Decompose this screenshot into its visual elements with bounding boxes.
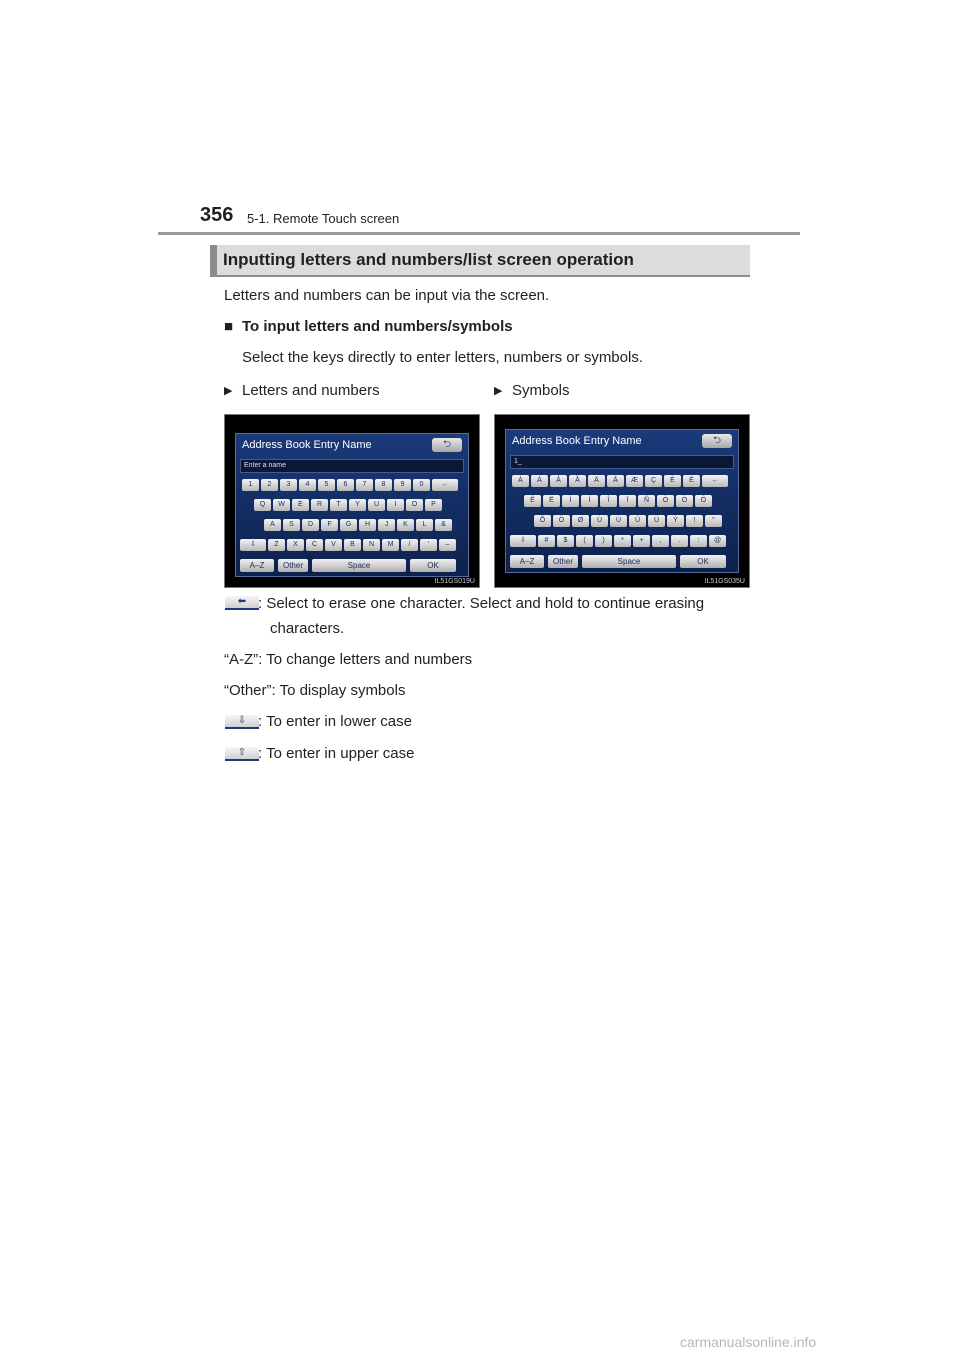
key-left-r2-c0[interactable]: A (264, 519, 281, 531)
az-description: “A-Z”: To change letters and numbers (224, 651, 473, 668)
key-left-r0-c4[interactable]: 5 (318, 479, 335, 491)
key-left-r1-c7[interactable]: I (387, 499, 404, 511)
key-right-r2-c9[interactable]: " (705, 515, 722, 527)
key-left-r2-c4[interactable]: G (340, 519, 357, 531)
key-right-r0-c0[interactable]: À (512, 475, 529, 487)
key-right-r3-c3[interactable]: ( (576, 535, 593, 547)
key-right-r0-c8[interactable]: È (664, 475, 681, 487)
key-left-r0-c8[interactable]: 9 (394, 479, 411, 491)
caption-letters-numbers: Letters and numbers (242, 382, 380, 399)
key-right-r1-c7[interactable]: Ò (657, 495, 674, 507)
erase-description-continued: characters. (270, 620, 345, 637)
key-left-r1-c2[interactable]: E (292, 499, 309, 511)
key-right-r0-c2[interactable]: Â (550, 475, 567, 487)
key-right-r1-c6[interactable]: Ñ (638, 495, 655, 507)
key-right-r1-c1[interactable]: Ë (543, 495, 560, 507)
key-left-r2-c9[interactable]: & (435, 519, 452, 531)
key-right-r3-c8[interactable]: . (671, 535, 688, 547)
key-right-r3-c0[interactable]: ⇩ (510, 535, 536, 547)
space-button[interactable]: Space (312, 559, 406, 572)
screen-title: Address Book Entry Name (242, 439, 372, 451)
key-right-r3-c1[interactable]: # (538, 535, 555, 547)
key-right-r1-c5[interactable]: Ï (619, 495, 636, 507)
key-right-r3-c4[interactable]: ) (595, 535, 612, 547)
instruction-text: Select the keys directly to enter letters, numbers or symbols. (242, 349, 643, 366)
other-description: “Other”: To display symbols (224, 682, 406, 699)
key-left-r0-c10[interactable]: ← (432, 479, 458, 491)
key-left-r3-c5[interactable]: B (344, 539, 361, 551)
screen-title: Address Book Entry Name (512, 435, 642, 447)
key-right-r3-c2[interactable]: $ (557, 535, 574, 547)
letters-numbers-screenshot (224, 414, 480, 588)
key-left-r0-c1[interactable]: 2 (261, 479, 278, 491)
key-right-r3-c5[interactable]: * (614, 535, 631, 547)
key-left-r2-c3[interactable]: F (321, 519, 338, 531)
key-right-r0-c6[interactable]: Æ (626, 475, 643, 487)
key-left-r3-c4[interactable]: V (325, 539, 342, 551)
keyboard-screen-letters (235, 433, 469, 577)
back-button[interactable]: ⮌ (702, 434, 732, 448)
key-right-r2-c3[interactable]: Ù (591, 515, 608, 527)
key-left-r1-c8[interactable]: O (406, 499, 423, 511)
section-title-underline (210, 275, 750, 277)
key-left-r1-c1[interactable]: W (273, 499, 290, 511)
key-right-r3-c6[interactable]: + (633, 535, 650, 547)
key-left-r1-c4[interactable]: T (330, 499, 347, 511)
key-left-r0-c7[interactable]: 8 (375, 479, 392, 491)
caption-bullet-left: ▶ (224, 385, 233, 397)
key-right-r0-c5[interactable]: Å (607, 475, 624, 487)
key-right-r0-c7[interactable]: Ç (645, 475, 662, 487)
section-title: Inputting letters and numbers/list screen operation (223, 250, 634, 269)
key-left-r3-c1[interactable]: Z (268, 539, 285, 551)
key-right-r2-c5[interactable]: Û (629, 515, 646, 527)
subheading: To input letters and numbers/symbols (242, 318, 513, 335)
key-right-r2-c8[interactable]: ! (686, 515, 703, 527)
key-right-r2-c0[interactable]: Õ (534, 515, 551, 527)
key-left-r1-c9[interactable]: P (425, 499, 442, 511)
lowercase-description: : To enter in lower case (258, 713, 412, 730)
ok-button[interactable]: OK (410, 559, 456, 572)
key-right-r2-c2[interactable]: Ø (572, 515, 589, 527)
key-left-r0-c9[interactable]: 0 (413, 479, 430, 491)
key-left-r1-c3[interactable]: R (311, 499, 328, 511)
key-left-r0-c2[interactable]: 3 (280, 479, 297, 491)
key-left-r3-c0[interactable]: ⇩ (240, 539, 266, 551)
key-left-r1-c5[interactable]: Y (349, 499, 366, 511)
uppercase-description: : To enter in upper case (258, 745, 415, 762)
key-right-r0-c3[interactable]: Ã (569, 475, 586, 487)
key-left-r1-c0[interactable]: Q (254, 499, 271, 511)
az-button[interactable]: A–Z (510, 555, 544, 568)
back-button[interactable]: ⮌ (432, 438, 462, 452)
key-right-r2-c4[interactable]: Ú (610, 515, 627, 527)
az-button[interactable]: A–Z (240, 559, 274, 572)
page-number: 356 (200, 204, 234, 226)
key-right-r1-c9[interactable]: Ô (695, 495, 712, 507)
key-right-r2-c6[interactable]: Ü (648, 515, 665, 527)
key-left-r0-c3[interactable]: 4 (299, 479, 316, 491)
key-right-r3-c10[interactable]: @ (709, 535, 726, 547)
section-reference: 5-1. Remote Touch screen (247, 211, 400, 226)
key-right-r0-c9[interactable]: É (683, 475, 700, 487)
key-right-r1-c8[interactable]: Ó (676, 495, 693, 507)
name-input[interactable]: 1_ (510, 455, 734, 469)
watermark: carmanualsonline.info (680, 1334, 817, 1350)
key-right-r2-c7[interactable]: Ý (667, 515, 684, 527)
key-left-r2-c6[interactable]: J (378, 519, 395, 531)
space-button[interactable]: Space (582, 555, 676, 568)
key-right-r0-c4[interactable]: Ä (588, 475, 605, 487)
erase-description: : Select to erase one character. Select and hold to continue erasing (258, 595, 705, 612)
key-right-r0-c1[interactable]: Á (531, 475, 548, 487)
key-left-r0-c5[interactable]: 6 (337, 479, 354, 491)
key-right-r1-c2[interactable]: Ì (562, 495, 579, 507)
intro-text: Letters and numbers can be input via the screen. (224, 287, 550, 304)
caption-bullet-right: ▶ (494, 385, 503, 397)
key-left-r3-c6[interactable]: N (363, 539, 380, 551)
name-input[interactable]: Enter a name (240, 459, 464, 473)
key-left-r2-c7[interactable]: K (397, 519, 414, 531)
lowercase-key-icon: ⇩ (225, 715, 259, 729)
key-left-r2-c1[interactable]: S (283, 519, 300, 531)
caption-symbols: Symbols (512, 382, 570, 399)
header-divider (158, 232, 800, 235)
symbols-screenshot (494, 414, 750, 588)
uppercase-key-icon: ⇧ (225, 747, 259, 761)
key-left-r3-c8[interactable]: / (401, 539, 418, 551)
other-button[interactable]: Other (548, 555, 578, 568)
key-left-r0-c0[interactable]: 1 (242, 479, 259, 491)
key-right-r3-c7[interactable]: , (652, 535, 669, 547)
key-right-r2-c1[interactable]: Ö (553, 515, 570, 527)
key-right-r3-c9[interactable]: : (690, 535, 707, 547)
ok-button[interactable]: OK (680, 555, 726, 568)
other-button[interactable]: Other (278, 559, 308, 572)
subheading-bullet: ■ (224, 318, 234, 335)
key-left-r2-c5[interactable]: H (359, 519, 376, 531)
image-code: IL51GS019U (434, 578, 475, 585)
key-right-r1-c3[interactable]: Í (581, 495, 598, 507)
key-right-r0-c10[interactable]: ← (702, 475, 728, 487)
key-right-r1-c4[interactable]: Î (600, 495, 617, 507)
key-left-r3-c9[interactable]: ' (420, 539, 437, 551)
keyboard-screen-symbols (505, 429, 739, 573)
erase-key-icon: ⬅ (225, 596, 259, 610)
key-left-r2-c8[interactable]: L (416, 519, 433, 531)
key-right-r1-c0[interactable]: Ê (524, 495, 541, 507)
key-left-r0-c6[interactable]: 7 (356, 479, 373, 491)
key-left-r2-c2[interactable]: D (302, 519, 319, 531)
key-left-r3-c2[interactable]: X (287, 539, 304, 551)
key-left-r3-c10[interactable]: – (439, 539, 456, 551)
key-left-r1-c6[interactable]: U (368, 499, 385, 511)
key-left-r3-c3[interactable]: C (306, 539, 323, 551)
image-code: IL51GS035U (704, 578, 745, 585)
key-left-r3-c7[interactable]: M (382, 539, 399, 551)
